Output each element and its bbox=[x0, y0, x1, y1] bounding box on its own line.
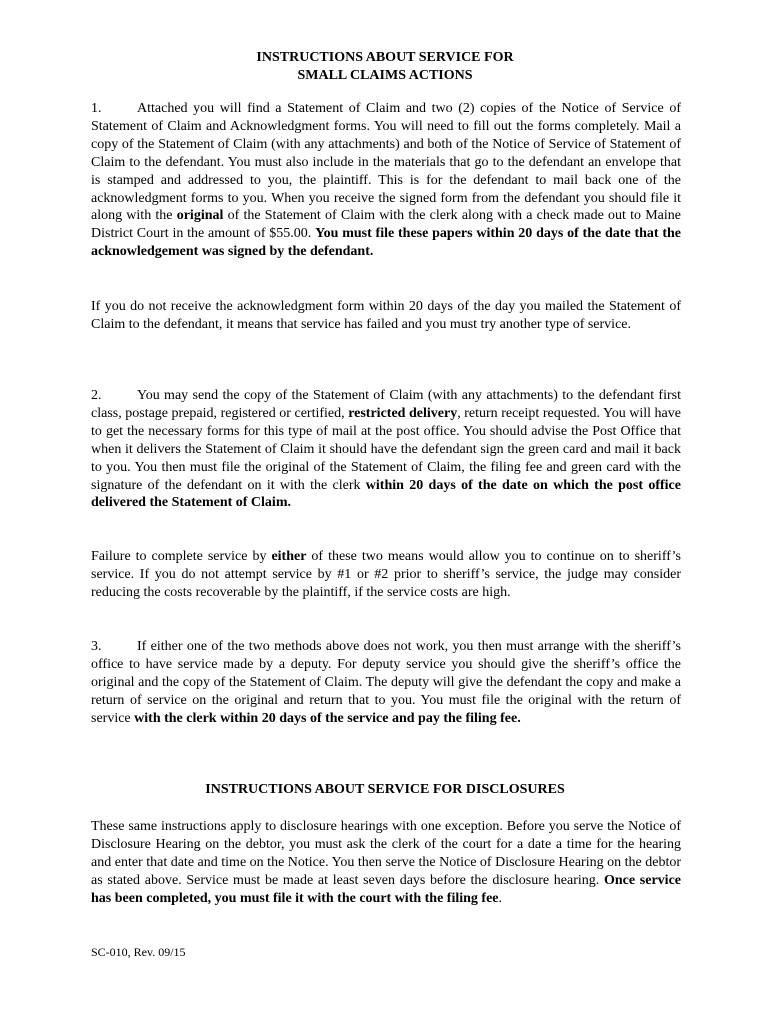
section-2-followup-bold: either bbox=[271, 549, 307, 564]
form-code: SC-010, Rev. 09/15 bbox=[91, 945, 186, 959]
section-3-bold-a: with the clerk within 20 days of the service and pay the filing fee. bbox=[134, 710, 521, 726]
section-1-bold-b: You must file these papers within 20 days of the date that the acknowledgement was signed by the defendant. bbox=[91, 226, 682, 260]
disclosures-paragraph bbox=[91, 818, 681, 908]
section-1-bold-a: original bbox=[176, 208, 224, 224]
section-3-paragraph bbox=[91, 638, 681, 728]
disclosures-bold-a: Once service has been completed, you must file it with the court with the filing fee bbox=[91, 872, 682, 906]
section-2-followup-a: Failure to complete service by bbox=[91, 549, 272, 564]
disclosures-text-b: . bbox=[498, 890, 503, 906]
section-1-text-a: Attached you will find a Statement of Claim and two (2) copies of the Notice of Service of Statement of Claim and Acknowledgment forms. You will need to fill out the forms completely. Mail a copy of the Statement of Claim (with any attachments) and both of the Notice of Service of Statement of Claim to the defendant. You must also include in the materials that go to the defendant an envelope that is stamped and addressed to you, the plaintiff. This is for the defendant to mail back one of the acknowledgment forms to you. When you receive the signed form from the defendant you should file it along with the bbox=[91, 101, 681, 224]
section-2-text-b: , return receipt requested. You will have to get the necessary forms for this type of mail at the post office. You should advise the Post Office that when it delivers the Statement of Claim it should have the defendant sign the green card and mail it back to you. You then must file the original of the Statement of Claim, the filing fee and green card with the signature of the defendant on it with the clerk bbox=[91, 405, 681, 493]
section-1-text-b: of the Statement of Claim with the clerk along with a check made out to Maine District Court in the amount of $55.00. bbox=[91, 208, 681, 242]
section-1-paragraph bbox=[91, 100, 681, 261]
section-2-paragraph bbox=[91, 387, 681, 512]
disclosures-text-a: These same instructions apply to disclosure hearings with one exception. Before you serve the Notice of Disclosure Hearing on the debtor, you must ask the clerk of the court for a date a time for the hearing and enter that date and time on the Notice. You then serve the Notice of Disclosure Hearing on the debtor as stated above. Service must be made at least seven days before the disclosure hearing. bbox=[91, 819, 681, 888]
section-3-number: 3. bbox=[91, 639, 102, 654]
section-3-text-a: If either one of the two methods above does not work, you then must arrange with the sheriff’s office to have service made by a deputy. For deputy service you should give the sheriff’s office the original and the copy of the Statement of Claim. The deputy will give the defendant the copy and make a return of service on the original and return that to you. You must file the original with the return of service bbox=[91, 639, 681, 726]
section-1-followup: If you do not receive the acknowledgment form within 20 days of the day you mailed the Statement of Claim to the defendant, it means that service has failed and you must try another type of service. bbox=[91, 299, 681, 332]
section-2-followup bbox=[91, 548, 681, 602]
section-2-bold-a: restricted delivery bbox=[348, 405, 458, 421]
section-2-number: 2. bbox=[91, 388, 102, 403]
section-1-number: 1. bbox=[91, 101, 102, 116]
section-2-followup-b: of these two means would allow you to continue on to sheriff’s service. If you do not attempt service by #1 or #2 prior to sheriff’s service, the judge may consider reducing the costs recoverable by the plaintiff, if the service costs are high. bbox=[91, 549, 681, 600]
disclosures-title: INSTRUCTIONS ABOUT SERVICE FOR DISCLOSURES bbox=[205, 782, 565, 797]
page-title-line2: SMALL CLAIMS ACTIONS bbox=[297, 68, 473, 83]
page-title-line1: INSTRUCTIONS ABOUT SERVICE FOR bbox=[256, 50, 514, 65]
section-2-bold-b: within 20 days of the date on which the post office delivered the Statement of Claim. bbox=[91, 477, 681, 511]
section-2-text-a: You may send the copy of the Statement of Claim (with any attachments) to the defendant first class, postage prepaid, registered or certified, bbox=[91, 388, 681, 421]
